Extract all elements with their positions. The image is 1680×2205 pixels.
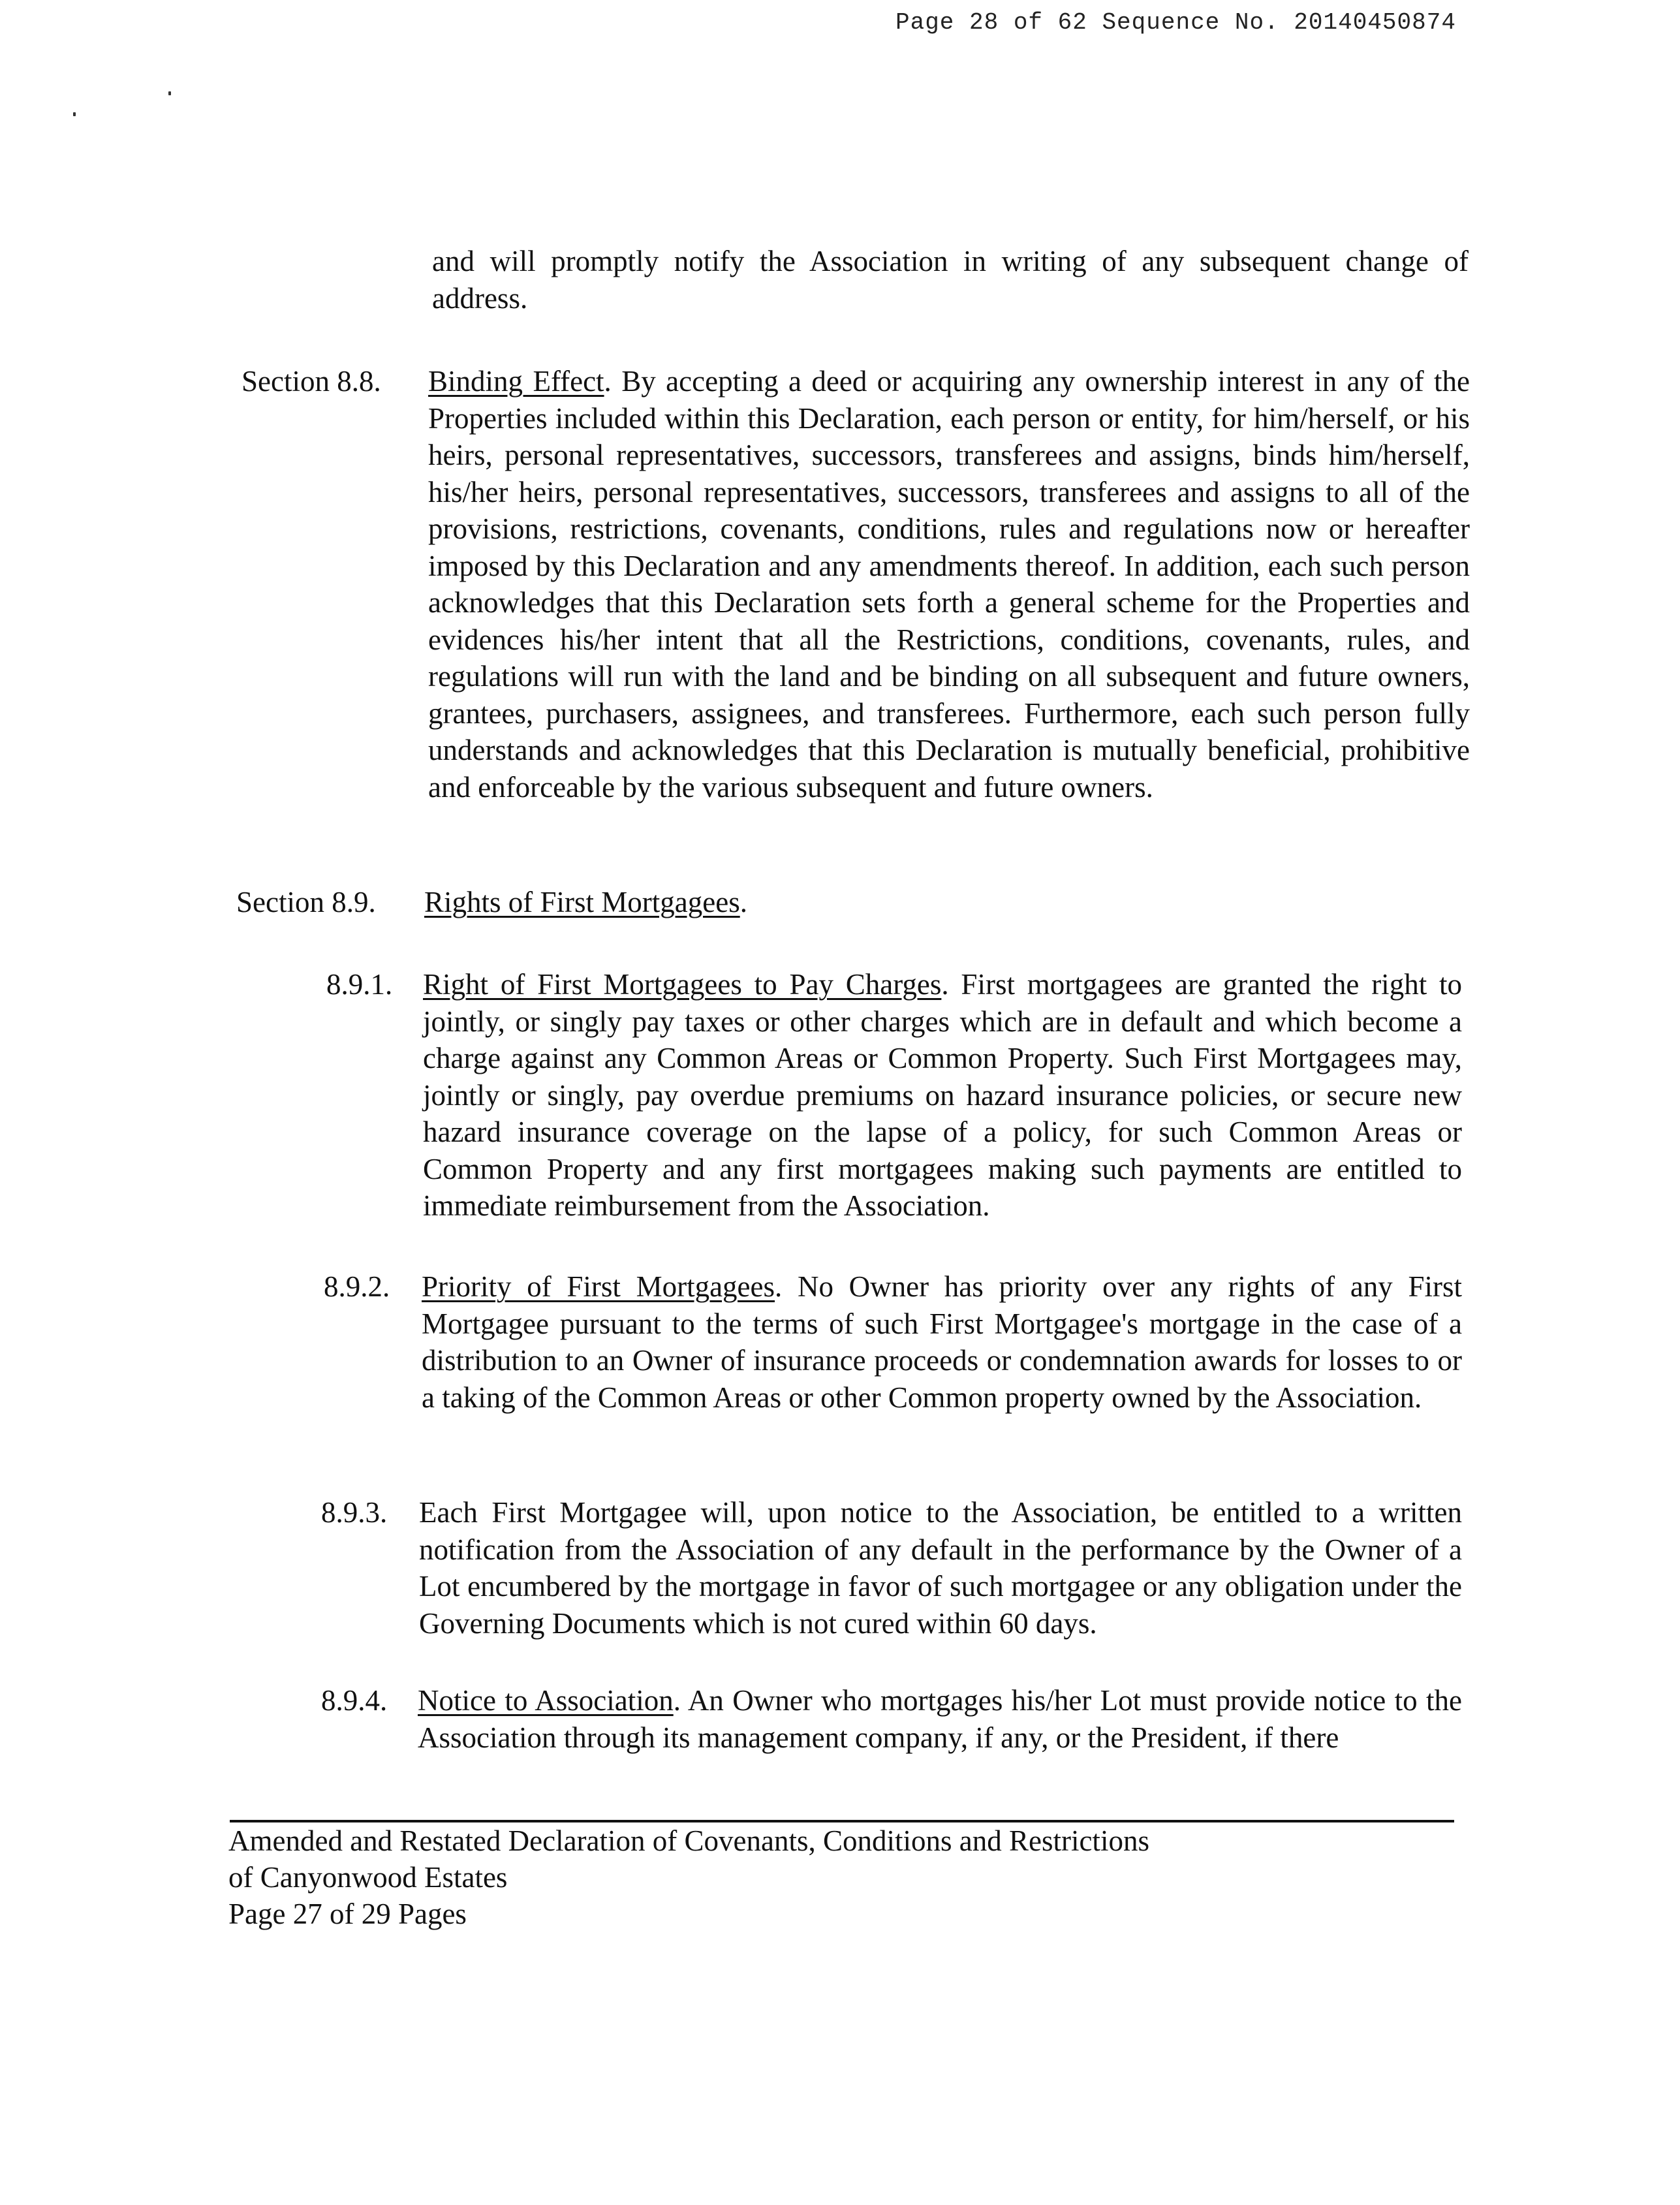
- subsection-8-9-2-paragraph: [422, 1268, 1462, 1416]
- section-8-9-heading: [424, 884, 747, 921]
- subsection-8-9-1-paragraph: [423, 966, 1462, 1225]
- scan-speck: [73, 112, 76, 116]
- page-sequence-stamp: Page 28 of 62 Sequence No. 20140450874: [895, 9, 1456, 36]
- section-8-9-label: Section 8.9.: [236, 886, 376, 918]
- section-8-9-title: Rights of First Mortgagees: [424, 886, 740, 918]
- section-8-8-body: . By accepting a deed or acquiring any ownership interest in any of the Properties included within this Declaration, each person or entity, for him/herself, or his heirs, personal representatives, successors, transferees and assigns, binds him/herself, his/her heirs, personal representatives, successors, transferees and assigns to all of the provisions, restrictions, covenants, conditions, rules and regulations now or hereafter imposed by this Declaration and any amendments thereof. In addition, each such person acknowledges that this Declaration sets forth a general scheme for the Properties and evidences his/her intent that all the Restrictions, conditions, covenants, rules, and regulations will run with the land and be binding on all subsequent and future owners, grantees, purchasers, assignees, and transferees. Furthermore, each such person fully understands and acknowledges that this Declaration is mutually beneficial, prohibitive and enforceable by the various subsequent and future owners.: [428, 365, 1470, 804]
- section-8-8-paragraph: [428, 363, 1470, 805]
- footer-page-number: Page 27 of 29 Pages: [228, 1898, 467, 1930]
- subsection-8-9-2-title: Priority of First Mortgagees: [422, 1270, 775, 1303]
- section-8-9-title-period: .: [739, 886, 747, 918]
- subsection-8-9-2-body: . No Owner has priority over any rights of any First Mortgagee pursuant to the terms of such First Mortgagee's mortgage in the case of a distribution to an Owner of insurance proceeds or condemnation awards for losses to or a taking of the Common Areas or other Common property owned by the Association.: [422, 1270, 1463, 1414]
- subsection-8-9-4-body: . An Owner who mortgages his/her Lot must provide notice to the Association through its management company, if any, or the President, if there: [418, 1684, 1462, 1754]
- subsection-8-9-2-number: 8.9.2.: [324, 1270, 390, 1303]
- subsection-8-9-1-body: . First mortgagees are granted the right to jointly, or singly pay taxes or other charges which are in default and which become a charge against any Common Areas or Common Property. Such First Mortgagees may, jointly or singly, pay overdue premiums on hazard insurance policies, or secure new hazard insurance coverage on the lapse of a policy, for such Common Areas or Common Property and any first mortgagees making such payments are entitled to immediate reimbursement from the Association.: [423, 968, 1462, 1222]
- subsection-8-9-3-number: 8.9.3.: [321, 1496, 388, 1529]
- footer-community-name: of Canyonwood Estates: [228, 1861, 508, 1894]
- footer-document-title: Amended and Restated Declaration of Covenants, Conditions and Restrictions: [228, 1824, 1149, 1857]
- subsection-8-9-4-paragraph: [418, 1682, 1462, 1756]
- subsection-8-9-1-title: Right of First Mortgagees to Pay Charges: [423, 968, 942, 1001]
- continuation-paragraph: and will promptly notify the Association in writing of any subsequent change of address.: [432, 245, 1469, 315]
- subsection-8-9-1-number: 8.9.1.: [326, 968, 393, 1001]
- subsection-8-9-4-title: Notice to Association: [418, 1684, 674, 1717]
- section-8-8-label: Section 8.8.: [241, 365, 381, 398]
- scan-speck: [168, 91, 171, 95]
- section-8-8-title: Binding Effect: [428, 365, 604, 398]
- subsection-8-9-4-number: 8.9.4.: [321, 1684, 388, 1717]
- subsection-8-9-3-paragraph: Each First Mortgagee will, upon notice to the Association, be entitled to a written notification from the Association of any default in the performance by the Owner of a Lot encumbered by the mortgage in favor of such mortgagee or any obligation under the Governing Documents which is not cured within 60 days.: [419, 1496, 1462, 1640]
- document-footer: [228, 1822, 1469, 1932]
